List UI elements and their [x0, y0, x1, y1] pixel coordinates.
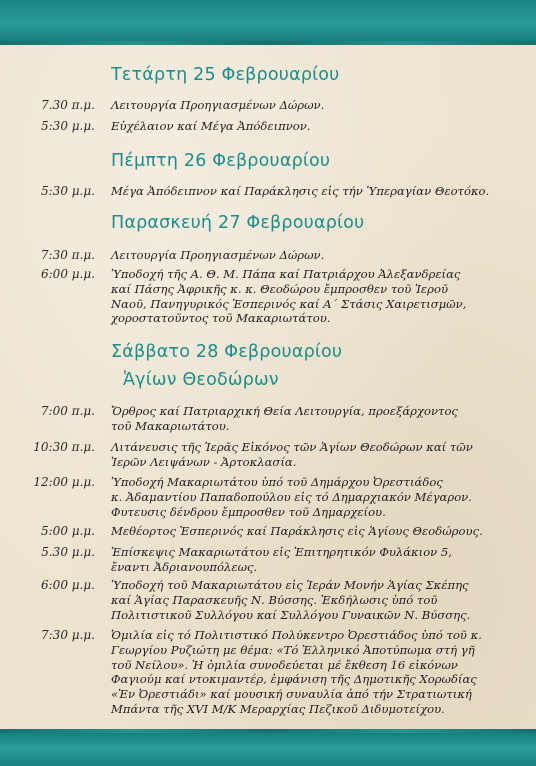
event-description: Μέγα Ἀπόδειπνον καί Παράκλησις εἰς τήν Ὑπεραγίαν Θεοτόκο. — [111, 184, 490, 198]
event-description: Μεθέορτος Ἑσπερινός καί Παράκλησις εἰς Ἁγίους Θεοδώρους. — [111, 524, 483, 538]
day-subtitle-saints: Ἁγίων Θεοδώρων — [123, 370, 279, 390]
event-time: 12:00 μ.μ. — [33, 475, 95, 489]
event-description: Ὁμιλία εἰς τό Πολιτιστικό Πολύκεντρο Ὀρεστιάδος ὑπό τοῦ κ. Γεωργίου Ρυζιώτη με θέμα: «Τό Ἑλληνικό Ἀποτύπωμα στή γῆ τοῦ Νείλου». Ἡ ὁμιλία συνοδεύεται μέ ἔκθεση 16 εἰκόνων Φαγιούμ καί ντοκιμαντέρ, ἐμφάνιση τῆς Δημοτικῆς Χορωδίας «Ἐν Ὀρεστιάδι» καί μουσική συναυλία ἀπό τήν Στρατιωτική Μπάντα τῆς XVI Μ/Κ Μεραρχίας Πεζικοῦ Διδυμοτείχου. — [111, 628, 482, 716]
event-description: Εὐχέλαιον καί Μέγα Ἀπόδειπνον. — [111, 119, 311, 133]
event-time: 5:00 μ.μ. — [41, 524, 95, 538]
event-description: Ὑποδοχή τοῦ Μακαριωτάτου εἰς Ἱεράν Μονήν Ἁγίας Σκέπης καί Ἁγίας Παρασκευῆς Ν. Βύσσης. Ἐκδήλωσις ὑπό τοῦ Πολιτιστικοῦ Συλλόγου καί Συλλόγου Γυναικῶν Ν. Βύσσης. — [111, 578, 471, 622]
event-time: 7.30 π.μ. — [41, 98, 95, 112]
day-heading-friday: Παρασκευή 27 Φεβρουαρίου — [111, 213, 365, 233]
day-heading-wednesday: Τετάρτη 25 Φεβρουαρίου — [111, 65, 340, 85]
event-description: Ὑποδοχή τῆς Α. Θ. Μ. Πάπα καί Πατριάρχου Ἀλεξανδρείας καί Πάσης Ἀφρικῆς κ. κ. Θεοδώρου ἔμπροσθεν τοῦ Ἱεροῦ Ναοῦ, Πανηγυρικός Ἑσπερινός καί Α΄ Στάσις Χαιρετισμῶν, χοροστατοῦντος τοῦ Μακαριωτάτου. — [111, 267, 467, 326]
event-time: 7:30 μ.μ. — [41, 628, 95, 642]
event-time: 5:30 μ.μ. — [41, 119, 95, 133]
event-description: Ὑποδοχή Μακαριωτάτου ὑπό τοῦ Δημάρχου Ὀρεστιάδος κ. Ἀδαμαντίου Παπαδοπούλου εἰς τό Δημαρχιακόν Μέγαρον. Φυτευσις δένδρου ἔμπροσθεν τοῦ Δημαρχείου. — [111, 475, 472, 519]
day-heading-thursday: Πέμπτη 26 Φεβρουαρίου — [111, 151, 331, 171]
event-time: 5:30 μ.μ. — [41, 184, 95, 198]
event-description: Ὄρθρος καί Πατριαρχική Θεία Λειτουργία, προεξάρχοντος τοῦ Μακαριωτάτου. — [111, 404, 458, 433]
event-time: 5.30 μ.μ. — [41, 545, 95, 559]
day-heading-saturday: Σάββατο 28 Φεβρουαρίου — [111, 342, 343, 362]
event-time: 7:00 π.μ. — [40, 404, 95, 418]
bottom-teal-band — [0, 729, 536, 766]
event-description: Ἐπίσκεψις Μακαριωτάτου εἰς Ἐπιτηρητικόν Φυλάκιον 5, ἔναντι Ἀδριανουπόλεως. — [111, 545, 452, 574]
event-time: 6:00 μ.μ. — [41, 267, 95, 281]
top-teal-band — [0, 0, 536, 45]
event-description: Λιτάνευσις τῆς Ἱερᾶς Εἰκόνος τῶν Ἁγίων Θεοδώρων καί τῶν Ἱερῶν Λειψάνων - Ἀρτοκλασία. — [111, 440, 473, 469]
event-time: 7:30 π.μ. — [40, 248, 95, 262]
event-time: 6:00 μ.μ. — [41, 578, 95, 592]
event-description: Λειτουργία Προηγιασμένων Δώρων. — [111, 248, 325, 262]
event-time: 10:30 π.μ. — [33, 440, 95, 454]
event-description: Λειτουργία Προηγιασμένων Δώρων. — [111, 98, 325, 112]
